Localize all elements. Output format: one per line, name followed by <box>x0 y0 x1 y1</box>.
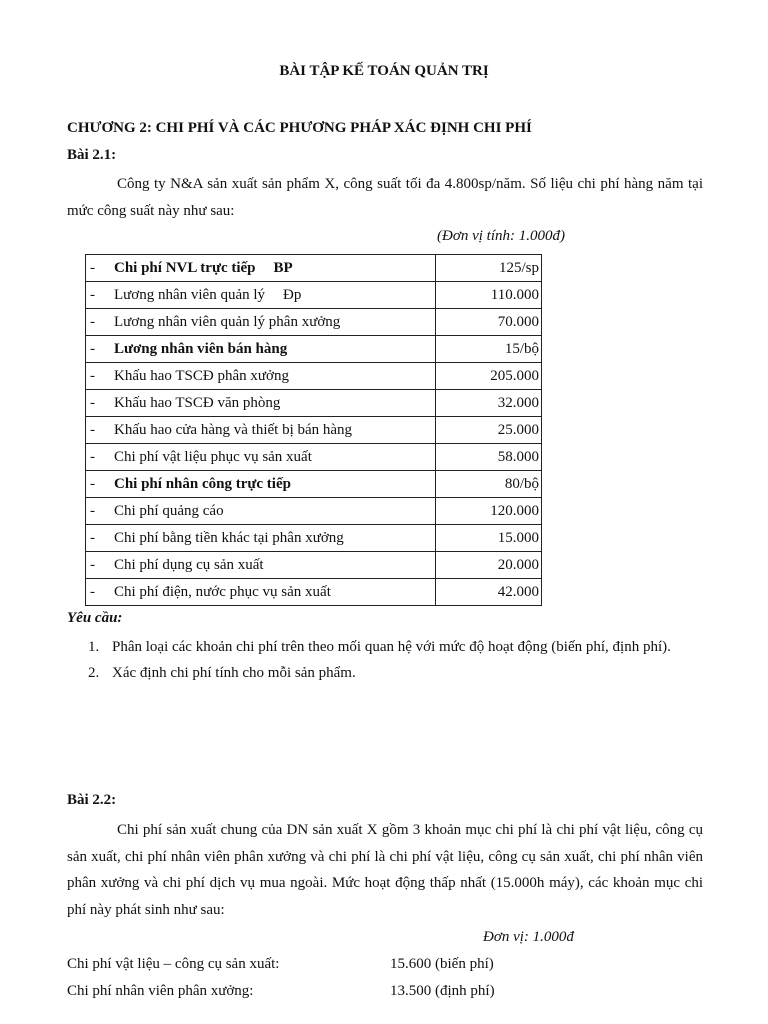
chapter-heading: CHƯƠNG 2: CHI PHÍ VÀ CÁC PHƯƠNG PHÁP XÁC ĐỊNH CHI PHÍ <box>67 120 532 136</box>
cost-row <box>86 525 542 552</box>
cost-item-value: 15.600 (biến phí) <box>390 956 494 972</box>
cost-name: Chi phí NVL trực tiếp <box>114 260 256 276</box>
cost-classification-tag: Đp <box>283 287 302 303</box>
exercise-2-1-heading: Bài 2.1: <box>67 147 117 163</box>
cost-name-cell <box>86 336 436 363</box>
dash-marker: - <box>90 584 95 600</box>
cost-value: 205.000 <box>436 363 542 390</box>
exercise-2-1-intro <box>67 171 703 224</box>
cost-row <box>86 579 542 606</box>
cost-row <box>86 444 542 471</box>
cost-row <box>86 417 542 444</box>
cost-value: 120.000 <box>436 498 542 525</box>
cost-row <box>86 552 542 579</box>
cost-name-cell <box>86 255 436 282</box>
cost-name: Lương nhân viên bán hàng <box>114 341 288 357</box>
cost-name: Chi phí điện, nước phục vụ sản xuất <box>114 584 331 600</box>
cost-name: Chi phí vật liệu phục vụ sản xuất <box>114 449 312 465</box>
dash-marker: - <box>90 422 95 438</box>
dash-marker: - <box>90 449 95 465</box>
cost-name-cell <box>86 309 436 336</box>
cost-name: Khấu hao TSCĐ văn phòng <box>114 395 281 411</box>
cost-value: 20.000 <box>436 552 542 579</box>
cost-name-cell <box>86 525 436 552</box>
unit-note-2: Đơn vị: 1.000đ <box>483 929 574 945</box>
dash-marker: - <box>90 476 95 492</box>
cost-value: 70.000 <box>436 309 542 336</box>
cost-row <box>86 336 542 363</box>
exercise-2-2-intro-text: Chi phí sản xuất chung của DN sản xuất X gồm 3 khoản mục chi phí là chi phí vật liệu, công cụ sản xuất, chi phí nhân viên phân xưởng và chi phí là chi phí vật liệu, công cụ sản xuất, chi phí nhân viên phân xưởng và chi phí dịch vụ mua ngoài. Mức hoạt động thấp nhất (15.000h máy), các khoản mục chi phí này phát sinh như sau: <box>67 822 703 918</box>
cost-classification-tag: BP <box>273 260 293 276</box>
cost-item-label: Chi phí vật liệu – công cụ sản xuất: <box>67 956 280 972</box>
cost-value: 25.000 <box>436 417 542 444</box>
dash-marker: - <box>90 557 95 573</box>
cost-name-cell <box>86 363 436 390</box>
dash-marker: - <box>90 503 95 519</box>
requirement-text: Phân loại các khoản chi phí trên theo mối quan hệ với mức độ hoạt động (biến phí, định phí). <box>112 639 671 655</box>
cost-name-cell <box>86 444 436 471</box>
cost-value: 15/bộ <box>436 336 542 363</box>
dash-marker: - <box>90 314 95 330</box>
requirement-list <box>88 634 704 686</box>
requirement-number: 2. <box>88 665 100 681</box>
cost-value: 58.000 <box>436 444 542 471</box>
cost-name-cell <box>86 282 436 309</box>
cost-value: 80/bộ <box>436 471 542 498</box>
cost-table <box>85 254 542 606</box>
cost-name-cell <box>86 417 436 444</box>
dash-marker: - <box>90 260 95 276</box>
cost-name-cell <box>86 390 436 417</box>
dash-marker: - <box>90 341 95 357</box>
cost-value: 15.000 <box>436 525 542 552</box>
cost-row <box>86 498 542 525</box>
cost-name-cell <box>86 579 436 606</box>
cost-value: 125/sp <box>436 255 542 282</box>
exercise-2-2-intro <box>67 817 703 923</box>
cost-row <box>86 363 542 390</box>
exercise-2-2-heading: Bài 2.2: <box>67 792 117 808</box>
dash-marker: - <box>90 368 95 384</box>
cost-name: Khấu hao TSCĐ phân xưởng <box>114 368 289 384</box>
cost-name-cell <box>86 498 436 525</box>
cost-name: Chi phí quảng cáo <box>114 503 224 519</box>
cost-name: Khấu hao cửa hàng và thiết bị bán hàng <box>114 422 353 438</box>
exercise-2-1-intro-text: Công ty N&A sản xuất sản phẩm X, công suất tối đa 4.800sp/năm. Số liệu chi phí hàng năm tại mức công suất này như sau: <box>67 176 703 219</box>
requirement-item <box>88 660 704 686</box>
cost-name-cell <box>86 552 436 579</box>
dash-marker: - <box>90 395 95 411</box>
cost-value: 32.000 <box>436 390 542 417</box>
cost-name: Chi phí nhân công trực tiếp <box>114 476 291 492</box>
cost-row <box>86 282 542 309</box>
requirement-item <box>88 634 704 660</box>
cost-name: Lương nhân viên quản lý phân xưởng <box>114 314 341 330</box>
cost-item-value: 13.500 (định phí) <box>390 983 495 999</box>
cost-value: 110.000 <box>436 282 542 309</box>
cost-item-label: Chi phí nhân viên phân xưởng: <box>67 983 254 999</box>
dash-marker: - <box>90 530 95 546</box>
cost-row <box>86 390 542 417</box>
unit-note-1: (Đơn vị tính: 1.000đ) <box>437 228 565 244</box>
document-title: BÀI TẬP KẾ TOÁN QUẢN TRỊ <box>279 63 489 79</box>
cost-name: Lương nhân viên quản lý <box>114 287 266 303</box>
cost-row <box>86 255 542 282</box>
cost-name: Chi phí bằng tiền khác tại phân xưởng <box>114 530 344 546</box>
requirement-text: Xác định chi phí tính cho mỗi sản phẩm. <box>112 665 356 681</box>
cost-row <box>86 471 542 498</box>
cost-row <box>86 309 542 336</box>
requirement-number: 1. <box>88 639 100 655</box>
cost-value: 42.000 <box>436 579 542 606</box>
cost-name: Chi phí dụng cụ sản xuất <box>114 557 264 573</box>
dash-marker: - <box>90 287 95 303</box>
requirements-label: Yêu cầu: <box>67 610 123 626</box>
cost-name-cell <box>86 471 436 498</box>
